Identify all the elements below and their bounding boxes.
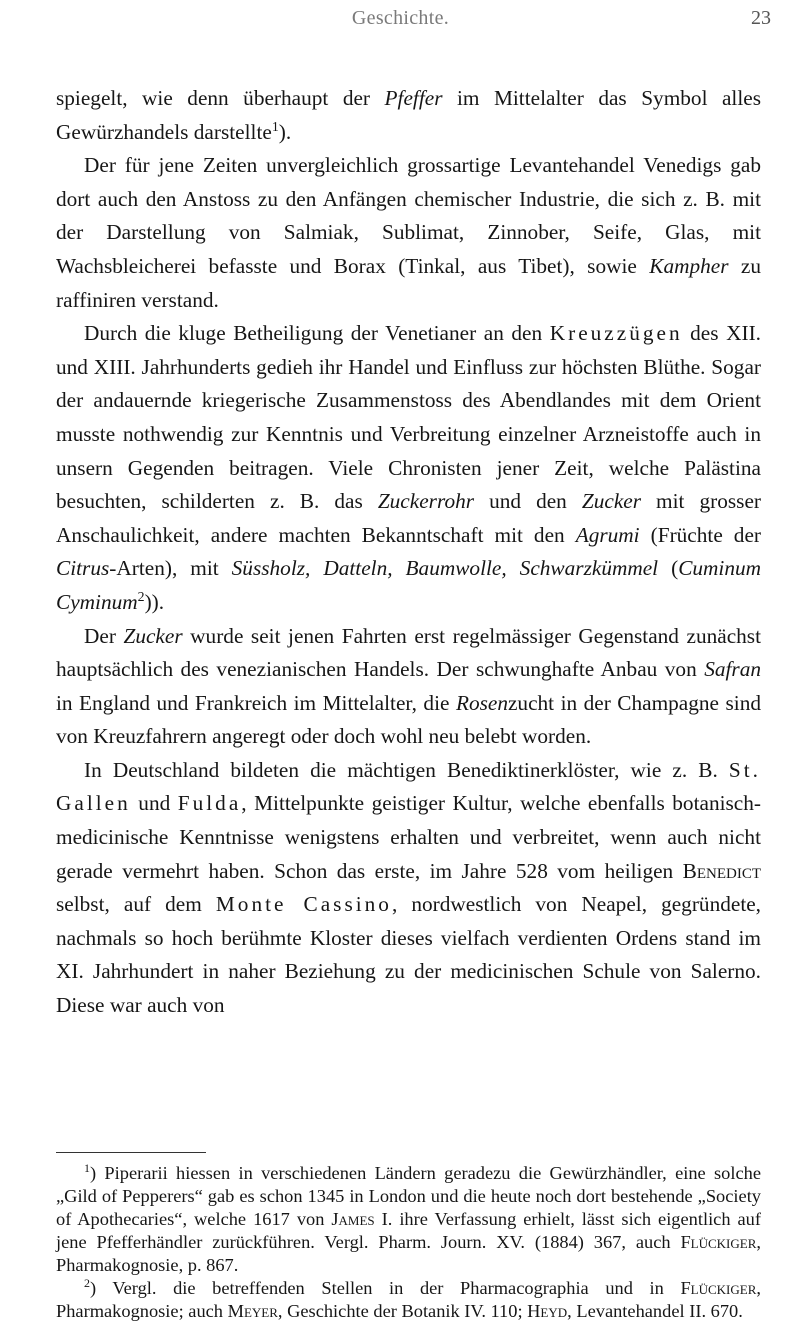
text-run: , Levantehandel II. 670. bbox=[567, 1301, 743, 1321]
text-run: selbst, auf dem bbox=[56, 892, 216, 917]
text-run: ) Vergl. die betreffenden Stellen in der Pharmacographia und in bbox=[89, 1278, 681, 1298]
paragraph bbox=[56, 317, 761, 619]
italic-term: Cuminum Cyminum bbox=[56, 556, 762, 614]
italic-term: Zucker bbox=[581, 489, 642, 514]
text-run: , Mittelpunkte geistiger Kultur, welche ebenfalls botanisch-medicinische Kenntnisse wenigstens erhalten und verbreitet, wenn auch nicht gerade vermehrt haben. Schon das erste, im Jahre 528 vom heiligen bbox=[56, 791, 761, 883]
text-run: Der bbox=[84, 623, 124, 648]
text-run: ) Piperarii hiessen in verschiedenen Ländern geradezu die Gewürzhändler, eine solche „Gild of Pepperers“ gab es schon 1345 in London und die heute noch dort bestehende „Society of Apothecaries“, welche 1617 von bbox=[56, 1163, 761, 1229]
paragraph bbox=[56, 754, 761, 1023]
italic-term: Süssholz, Datteln, Baumwolle, Schwarzkümmel bbox=[231, 556, 659, 581]
paragraph bbox=[56, 82, 761, 149]
text-run: In Deutschland bildeten die mächtigen Benediktinerklöster, wie z. B. bbox=[84, 757, 729, 782]
footnotes bbox=[56, 1162, 761, 1323]
footnote-marker: 1 bbox=[84, 1160, 90, 1175]
spaced-term: Kreuzzügen bbox=[549, 321, 683, 346]
author-name: Heyd bbox=[527, 1301, 568, 1321]
footnote-marker: 2 bbox=[84, 1275, 90, 1290]
text-run: im Mittelalter das Symbol alles Gewürzhandels darstellte bbox=[56, 86, 761, 144]
text-run: , nordwestlich von Neapel, gegründete, nachmals so hoch berühmte Kloster dieses vielfach verdienten Ordens stand im XI. Jahrhundert in naher Beziehung zu der medicinischen Schule von Salerno. Diese war auch von bbox=[56, 892, 762, 1018]
italic-term: Safran bbox=[704, 657, 761, 682]
text-run: -Arten), mit bbox=[109, 556, 232, 581]
text-run: I. ihre Verfassung erhielt, lässt sich eigentlich auf jene Pfefferhändler zurückführen. Vergl. Pharm. Journ. XV. (1884) 367, auch bbox=[56, 1209, 761, 1252]
footnote-marker: 1 bbox=[271, 118, 279, 134]
footnote-divider bbox=[56, 1152, 206, 1153]
italic-term: Zuckerrohr bbox=[377, 489, 475, 514]
text-run: Der für jene Zeiten unvergleichlich grossartige Levantehandel Venedigs gab dort auch den Anstoss zu den Anfängen chemischer Industrie, die sich z. B. mit der Darstellung von Salmiak, Sublimat, Zinnober, Seife, Glas, mit Wachsbleicherei befasste und Borax (Tinkal, aus Tibet), sowie bbox=[56, 153, 761, 278]
text-run: in England und Frankreich im Mittelalter, die bbox=[56, 690, 456, 715]
author-name: Flückiger bbox=[680, 1232, 757, 1252]
text-run: und bbox=[130, 791, 178, 816]
text-run: und den bbox=[474, 489, 582, 514]
author-name: Meyer bbox=[227, 1301, 278, 1321]
text-run: , Pharmakognosie; auch bbox=[56, 1278, 761, 1321]
body-text bbox=[56, 82, 761, 1023]
text-run: Durch die kluge Betheiligung der Venetianer an den bbox=[84, 321, 550, 346]
running-title: Geschichte. bbox=[351, 7, 450, 29]
text-run: ( bbox=[658, 556, 679, 581]
author-name: James bbox=[331, 1209, 375, 1229]
text-run: )). bbox=[144, 589, 165, 614]
text-run: , Pharmakognosie, p. 867. bbox=[56, 1232, 761, 1275]
italic-term: Agrumi bbox=[575, 522, 640, 547]
italic-term: Pfeffer bbox=[384, 86, 443, 110]
text-run: mit grosser Anschaulichkeit, andere machten Bekanntschaft mit den bbox=[56, 489, 762, 547]
text-run: zucht in der Champagne sind von Kreuzfahrern angeregt oder doch wohl neu belebt worden. bbox=[56, 690, 761, 749]
text-run: ). bbox=[278, 119, 292, 144]
spaced-term: St. Gallen bbox=[56, 757, 761, 816]
footnote bbox=[56, 1277, 761, 1323]
text-run: wurde seit jenen Fahrten erst regelmässiger Gegenstand zunächst hauptsächlich des venezianischen Handels. Der schwunghafte Anbau von bbox=[56, 623, 762, 682]
paragraph bbox=[56, 620, 761, 754]
page-header bbox=[0, 4, 801, 34]
author-name: Flückiger bbox=[680, 1278, 757, 1298]
spaced-term: Fulda bbox=[177, 791, 242, 816]
spaced-term: Monte Cassino bbox=[215, 892, 392, 917]
footnote bbox=[56, 1162, 761, 1277]
italic-term: Citrus bbox=[56, 556, 110, 581]
italic-term: Kampher bbox=[649, 253, 729, 278]
author-name: Benedict bbox=[682, 858, 761, 883]
text-run: des XII. und XIII. Jahrhunderts gedieh ihr Handel und Einfluss zur höchsten Blüthe. Sogar der andauernde kriegerische Zusammenstoss des Abendlandes mit dem Orient musste nothwendig zur Kenntnis und Verbreitung einzelner Arzneistoffe auch in unsern Gegenden beitragen. Viele Chronisten jener Zeit, welche Palästina besuchten, schilderten z. B. das bbox=[56, 321, 761, 514]
paragraph bbox=[56, 149, 761, 317]
text-run: , Geschichte der Botanik IV. 110; bbox=[277, 1301, 528, 1321]
italic-term: Zucker bbox=[123, 623, 183, 648]
page-number: 23 bbox=[751, 7, 771, 29]
text-run: (Früchte der bbox=[639, 522, 761, 547]
italic-term: Rosen bbox=[455, 690, 508, 715]
text-run: spiegelt, wie denn überhaupt der bbox=[56, 86, 385, 110]
footnote-marker: 2 bbox=[137, 588, 145, 604]
text-run: zu raffiniren verstand. bbox=[56, 253, 761, 312]
